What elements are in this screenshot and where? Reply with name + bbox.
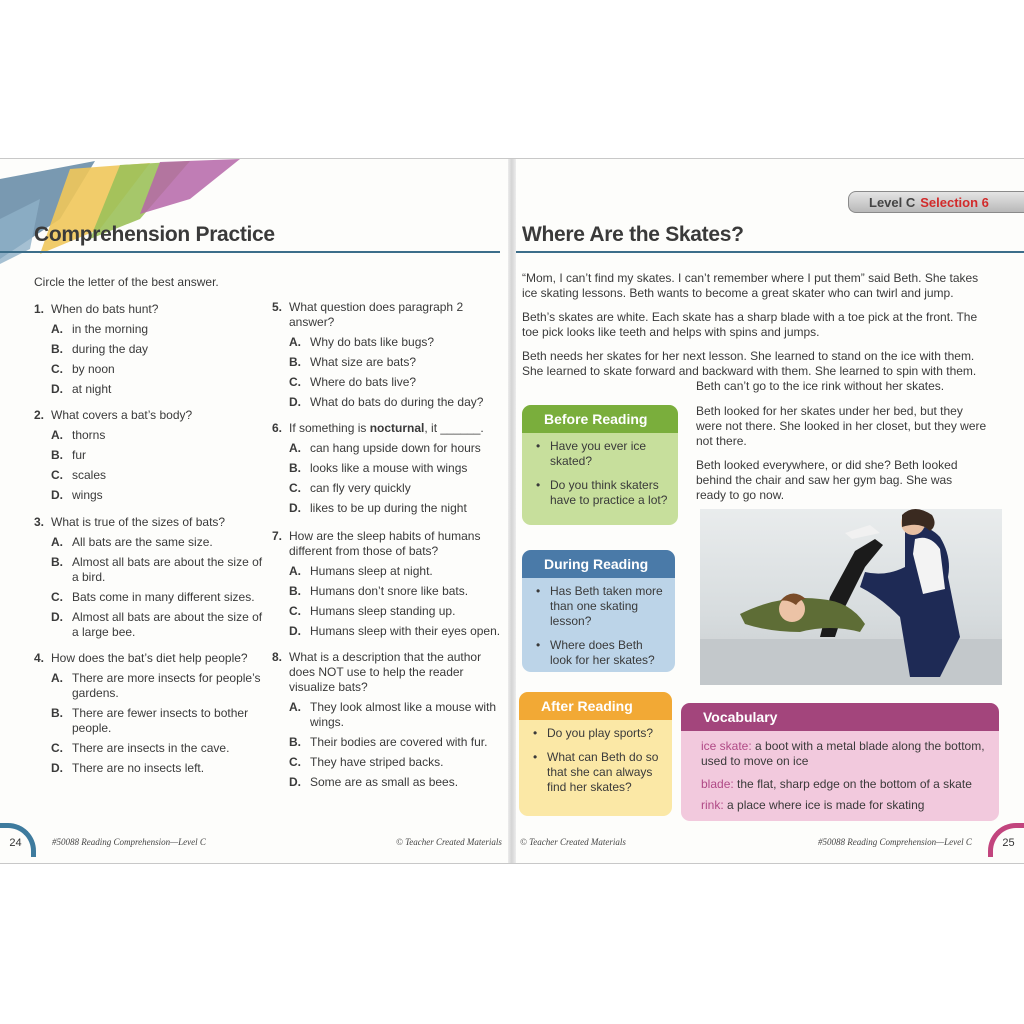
option-letter: D. bbox=[289, 501, 301, 515]
during-reading-box bbox=[522, 550, 675, 672]
question-text: When do bats hunt? bbox=[51, 302, 159, 316]
option-letter: A. bbox=[51, 535, 63, 549]
answer-option bbox=[51, 610, 266, 640]
answer-option bbox=[289, 755, 502, 770]
footer-right: © Teacher Created Materials bbox=[396, 837, 502, 847]
option-letter: C. bbox=[51, 362, 63, 376]
question-number: 5. bbox=[272, 300, 283, 314]
option-letter: B. bbox=[289, 584, 301, 598]
option-text: during the day bbox=[72, 342, 149, 356]
option-text: Humans sleep at night. bbox=[310, 564, 433, 578]
answer-option bbox=[51, 468, 266, 483]
option-letter: D. bbox=[289, 624, 301, 638]
story-paragraph: Beth looked for her skates under her bed, but they were not there. She looked in her closet, but they were not there. bbox=[696, 404, 987, 448]
question-text: If something is nocturnal, it ______. bbox=[289, 421, 484, 435]
option-text: They look almost like a mouse with wings. bbox=[310, 700, 497, 729]
option-letter: A. bbox=[51, 671, 63, 685]
option-letter: A. bbox=[289, 564, 301, 578]
right-page bbox=[516, 159, 1024, 863]
answer-option bbox=[289, 355, 502, 370]
question-7 bbox=[272, 529, 504, 639]
question-text: What covers a bat’s body? bbox=[51, 408, 193, 422]
answer-option bbox=[289, 481, 502, 496]
title-rule bbox=[516, 251, 1024, 253]
footer-left: #50088 Reading Comprehension—Level C bbox=[52, 837, 206, 847]
option-text: can hang upside down for hours bbox=[310, 441, 481, 455]
option-text: fur bbox=[72, 448, 87, 462]
question-8 bbox=[272, 650, 502, 790]
answer-options bbox=[51, 671, 266, 776]
answer-option bbox=[289, 624, 504, 639]
after-reading-heading: After Reading bbox=[519, 692, 672, 720]
option-letter: C. bbox=[51, 590, 63, 604]
option-letter: A. bbox=[51, 322, 63, 336]
question-6 bbox=[272, 421, 502, 516]
answer-option bbox=[51, 448, 266, 463]
option-letter: C. bbox=[289, 481, 301, 495]
option-letter: A. bbox=[289, 335, 301, 349]
answer-options bbox=[51, 322, 266, 397]
option-text: likes to be up during the night bbox=[310, 501, 467, 515]
question-stem bbox=[272, 650, 502, 695]
option-text: Bats come in many different sizes. bbox=[72, 590, 255, 604]
list-item: • Do you play sports? bbox=[533, 726, 654, 740]
option-letter: D. bbox=[51, 761, 63, 775]
question-number: 1. bbox=[34, 302, 45, 316]
option-text: Humans sleep with their eyes open. bbox=[310, 624, 501, 638]
bullet: • bbox=[533, 726, 538, 740]
option-letter: C. bbox=[51, 468, 63, 482]
question-stem bbox=[34, 302, 266, 317]
option-text: Why do bats like bugs? bbox=[310, 335, 435, 349]
question-number: 2. bbox=[34, 408, 45, 422]
story-paragraph: Beth looked everywhere, or did she? Beth looked behind the chair and saw her gym bag. She was ready to go now. bbox=[696, 458, 958, 502]
answer-options bbox=[289, 335, 502, 410]
book-spread bbox=[0, 158, 1024, 864]
question-stem bbox=[272, 529, 504, 559]
option-letter: A. bbox=[289, 441, 301, 455]
option-text: wings bbox=[72, 488, 103, 502]
option-letter: D. bbox=[289, 775, 301, 789]
during-reading-heading: During Reading bbox=[522, 550, 675, 578]
answer-option bbox=[51, 555, 266, 585]
option-text: Almost all bats are about the size of a large bee. bbox=[72, 610, 263, 639]
answer-option bbox=[51, 535, 266, 550]
option-text: There are fewer insects to bother people. bbox=[72, 706, 249, 735]
answer-option bbox=[51, 671, 266, 701]
vocabulary-heading: Vocabulary bbox=[681, 703, 999, 731]
question-3 bbox=[34, 515, 266, 640]
option-text: There are more insects for people’s gardens. bbox=[72, 671, 261, 700]
question-5 bbox=[272, 300, 502, 410]
answer-option bbox=[289, 501, 502, 516]
left-page bbox=[0, 159, 508, 863]
option-text: in the morning bbox=[72, 322, 149, 336]
after-reading-box bbox=[519, 692, 672, 816]
page-title: Comprehension Practice bbox=[34, 223, 275, 246]
option-letter: C. bbox=[51, 741, 63, 755]
question-stem bbox=[34, 408, 266, 423]
answer-option bbox=[51, 706, 266, 736]
list-item: • What can Beth do so that she can always find her skates? bbox=[533, 750, 659, 794]
answer-option bbox=[289, 441, 502, 456]
question-1 bbox=[34, 302, 266, 397]
list-item: • Where does Beth look for her skates? bbox=[536, 638, 655, 667]
option-text: They have striped backs. bbox=[310, 755, 444, 769]
bullet: • bbox=[536, 584, 541, 598]
answer-options bbox=[289, 700, 502, 790]
bullet: • bbox=[536, 638, 541, 652]
list-item: • Have you ever ice skated? bbox=[536, 439, 647, 468]
page-number: 24 bbox=[0, 823, 36, 857]
footer-right: #50088 Reading Comprehension—Level C bbox=[818, 837, 972, 847]
bullet: • bbox=[533, 750, 538, 764]
skater-illustration bbox=[700, 509, 1002, 685]
selection-label: Selection 6 bbox=[920, 194, 989, 210]
answer-options bbox=[51, 535, 266, 640]
answer-options bbox=[51, 428, 266, 503]
skating-photo bbox=[700, 509, 1002, 685]
before-reading-heading: Before Reading bbox=[522, 405, 678, 433]
option-letter: D. bbox=[51, 610, 63, 624]
question-text: How are the sleep habits of humans different from those of bats? bbox=[289, 529, 481, 558]
option-letter: A. bbox=[51, 428, 63, 442]
question-stem bbox=[34, 651, 266, 666]
option-text: Their bodies are covered with fur. bbox=[310, 735, 488, 749]
answer-option bbox=[289, 564, 504, 579]
option-text: What do bats do during the day? bbox=[310, 395, 484, 409]
option-letter: D. bbox=[51, 382, 63, 396]
book-gutter bbox=[508, 159, 516, 863]
answer-option bbox=[289, 584, 504, 599]
question-number: 4. bbox=[34, 651, 45, 665]
question-text: What is a description that the author does NOT use to help the reader visualize bats? bbox=[289, 650, 482, 694]
option-text: There are insects in the cave. bbox=[72, 741, 230, 755]
vocabulary-box bbox=[681, 703, 999, 821]
before-reading-box bbox=[522, 405, 678, 525]
answer-option bbox=[51, 488, 266, 503]
answer-option bbox=[51, 590, 266, 605]
instructions: Circle the letter of the best answer. bbox=[34, 275, 219, 289]
option-text: There are no insects left. bbox=[72, 761, 205, 775]
option-text: Humans don’t snore like bats. bbox=[310, 584, 469, 598]
level-label: Level C bbox=[869, 194, 916, 210]
option-letter: D. bbox=[289, 395, 301, 409]
option-text: What size are bats? bbox=[310, 355, 417, 369]
question-text: How does the bat’s diet help people? bbox=[51, 651, 248, 665]
question-stem bbox=[34, 515, 266, 530]
answer-option bbox=[51, 741, 266, 756]
question-text: What is true of the sizes of bats? bbox=[51, 515, 226, 529]
option-text: Humans sleep standing up. bbox=[310, 604, 456, 618]
answer-option bbox=[51, 761, 266, 776]
option-letter: A. bbox=[289, 700, 301, 714]
level-tab bbox=[848, 191, 1024, 213]
option-text: can fly very quickly bbox=[310, 481, 411, 495]
option-letter: C. bbox=[289, 604, 301, 618]
option-text: Where do bats live? bbox=[310, 375, 417, 389]
page-number: 25 bbox=[988, 823, 1024, 857]
option-text: Some are as small as bees. bbox=[310, 775, 459, 789]
question-number: 3. bbox=[34, 515, 45, 529]
question-text: What question does paragraph 2 answer? bbox=[289, 300, 464, 329]
story-title: Where Are the Skates? bbox=[522, 223, 744, 246]
answer-option bbox=[289, 395, 502, 410]
option-letter: B. bbox=[51, 342, 63, 356]
option-text: All bats are the same size. bbox=[72, 535, 213, 549]
option-letter: B. bbox=[289, 355, 301, 369]
question-number: 7. bbox=[272, 529, 283, 543]
option-text: by noon bbox=[72, 362, 115, 376]
question-2 bbox=[34, 408, 266, 503]
answer-option bbox=[289, 700, 502, 730]
option-letter: B. bbox=[51, 448, 63, 462]
option-text: at night bbox=[72, 382, 112, 396]
option-letter: C. bbox=[289, 375, 301, 389]
question-4 bbox=[34, 651, 266, 776]
option-letter: D. bbox=[51, 488, 63, 502]
story-paragraph: Beth can’t go to the ice rink without her skates. bbox=[696, 379, 945, 393]
option-text: looks like a mouse with wings bbox=[310, 461, 468, 475]
option-letter: B. bbox=[51, 706, 63, 720]
bullet: • bbox=[536, 478, 541, 492]
list-item: • Has Beth taken more than one skating lesson? bbox=[536, 584, 663, 628]
footer-left: © Teacher Created Materials bbox=[520, 837, 626, 847]
story-paragraph: “Mom, I can’t find my skates. I can’t remember where I put them” said Beth. She takes ice skating lessons. Beth wants to become a great skater who can twirl and jump. bbox=[522, 271, 979, 300]
answer-options bbox=[289, 441, 502, 516]
option-text: scales bbox=[72, 468, 107, 482]
question-stem bbox=[272, 300, 502, 330]
option-text: Almost all bats are about the size of a bird. bbox=[72, 555, 263, 584]
answer-option bbox=[51, 362, 266, 377]
list-item: • Do you think skaters have to practice a lot? bbox=[536, 478, 668, 507]
vocab-entry: blade: the flat, sharp edge on the bottom of a skate bbox=[701, 777, 972, 791]
answer-option bbox=[289, 775, 502, 790]
option-letter: C. bbox=[289, 755, 301, 769]
answer-option bbox=[289, 375, 502, 390]
answer-option bbox=[51, 342, 266, 357]
answer-option bbox=[51, 428, 266, 443]
answer-option bbox=[51, 382, 266, 397]
answer-options bbox=[289, 564, 504, 639]
bullet: • bbox=[536, 439, 541, 453]
option-letter: B. bbox=[289, 735, 301, 749]
answer-option bbox=[289, 604, 504, 619]
question-stem bbox=[272, 421, 502, 436]
vocab-entry: ice skate: a boot with a metal blade along the bottom, used to move on ice bbox=[701, 739, 985, 768]
story-paragraph: Beth’s skates are white. Each skate has a sharp blade with a toe pick at the front. The toe pick looks like teeth and helps with spins and jumps. bbox=[522, 310, 978, 339]
option-text: thorns bbox=[72, 428, 106, 442]
answer-option bbox=[289, 335, 502, 350]
title-rule bbox=[0, 251, 500, 253]
option-letter: B. bbox=[51, 555, 63, 569]
question-number: 8. bbox=[272, 650, 283, 664]
vocab-entry: rink: a place where ice is made for skating bbox=[701, 798, 925, 812]
option-letter: B. bbox=[289, 461, 301, 475]
story-paragraph: Beth needs her skates for her next lesson. She learned to stand on the ice with them. She learned to skate forward and backward with them. She learned to spin with them. bbox=[522, 349, 977, 378]
question-number: 6. bbox=[272, 421, 283, 435]
answer-option bbox=[289, 735, 502, 750]
answer-option bbox=[51, 322, 266, 337]
answer-option bbox=[289, 461, 502, 476]
vocab-word: nocturnal bbox=[369, 421, 425, 435]
